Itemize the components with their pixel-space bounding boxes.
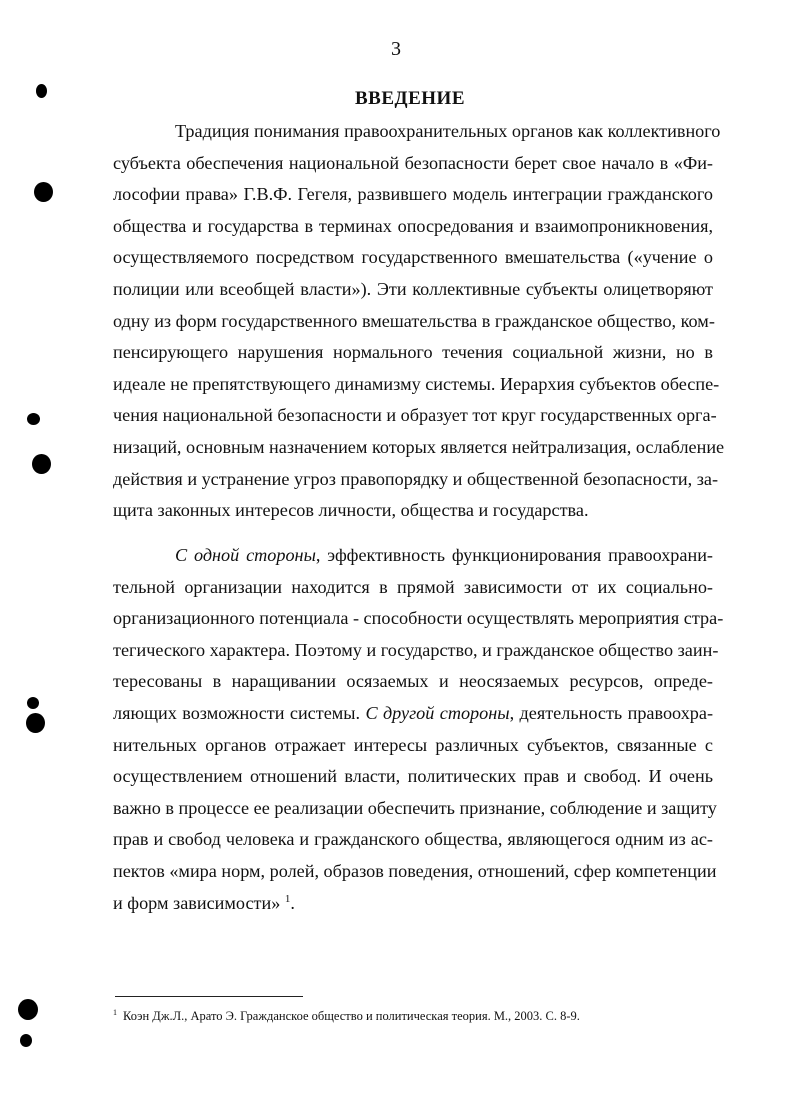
text-line: важно в процессе ее реализации обеспечить признание, соблюдение и защиту — [113, 797, 717, 818]
text-line: одну из форм государственного вмешательства в гражданское общество, ком- — [113, 310, 715, 331]
text-line: тельной организации находится в прямой зависимости от их социально- — [113, 576, 713, 597]
text-fragment: . — [290, 892, 295, 913]
binding-hole-mark — [26, 713, 45, 733]
text-line: лософии права» Г.В.Ф. Гегеля, развившего модель интеграции гражданского — [113, 184, 713, 205]
binding-hole-mark — [18, 999, 38, 1020]
binding-hole-mark — [20, 1034, 32, 1047]
footnote-reference[interactable]: 1 — [284, 892, 291, 905]
text-line: осуществлением отношений власти, политических прав и свобод. И очень — [113, 766, 713, 787]
footnote-text: Коэн Дж.Л., Арато Э. Гражданское общество и политическая теория. М., 2003. С. 8-9. — [123, 1009, 580, 1024]
text-line: осуществляемого посредством государственного вмешательства («учение о — [113, 247, 713, 268]
italic-phrase: С другой стороны — [365, 702, 510, 723]
text-line: организационного потенциала - способности осуществлять мероприятия стра- — [113, 608, 724, 629]
binding-hole-mark — [27, 697, 39, 709]
text-line: общества и государства в терминах опосредования и взаимопроникновения, — [113, 215, 713, 236]
text-line: нительных органов отражает интересы различных субъектов, связанные с — [113, 734, 713, 755]
text-line: пенсирующего нарушения нормального течения социальной жизни, но в — [113, 342, 713, 363]
text-line — [113, 698, 713, 730]
text-line: пектов «мира норм, ролей, образов поведения, отношений, сфер компетенции — [113, 860, 717, 881]
italic-phrase: С одной стороны — [175, 545, 316, 565]
binding-hole-mark — [27, 413, 40, 425]
page-title: ВВЕДЕНИЕ — [355, 88, 465, 109]
text-line: идеале не препятствующего динамизму системы. Иерархия субъектов обеспе- — [113, 373, 720, 394]
text-line: прав и свобод человека и гражданского общества, являющегося одним из ас- — [113, 829, 713, 850]
text-line: тересованы в наращивании осязаемых и неосязаемых ресурсов, опреде- — [113, 671, 713, 692]
page-number: 3 — [391, 38, 401, 60]
text-line — [113, 540, 713, 572]
footnote-mark: 1 — [113, 1008, 117, 1017]
text-line: действия и устранение угроз правопорядку и общественной безопасности, за- — [113, 468, 719, 489]
text-fragment: ляющих возможности системы. — [113, 702, 366, 723]
text-line — [113, 888, 713, 920]
text-line: полиции или всеобщей власти»). Эти коллективные субъекты олицетворяют — [113, 278, 713, 299]
text-line: тегического характера. Поэтому и государство, и гражданское общество заин- — [113, 639, 719, 660]
binding-hole-mark — [32, 454, 51, 474]
footnote — [113, 1008, 580, 1024]
paragraph-1 — [113, 116, 725, 527]
paragraph-2 — [113, 540, 724, 919]
binding-hole-mark — [36, 84, 47, 98]
footnote-divider — [115, 996, 303, 997]
text-fragment: и форм зависимости» — [113, 892, 285, 913]
text-line: субъекта обеспечения национальной безопасности берет свое начало в «Фи- — [113, 152, 713, 173]
text-line: Традиция понимания правоохранительных органов как коллективного — [175, 121, 721, 141]
text-line: чения национальной безопасности и образует тот круг государственных орга- — [113, 405, 717, 426]
text-line: низаций, основным назначением которых является нейтрализация, ослабление — [113, 436, 725, 457]
text-line: щита законных интересов личности, общества и государства. — [113, 500, 589, 521]
text-fragment: , деятельность правоохра- — [509, 702, 714, 723]
text-fragment: , эффективность функционирования правоохрани- — [315, 545, 713, 565]
binding-hole-mark — [34, 182, 53, 202]
